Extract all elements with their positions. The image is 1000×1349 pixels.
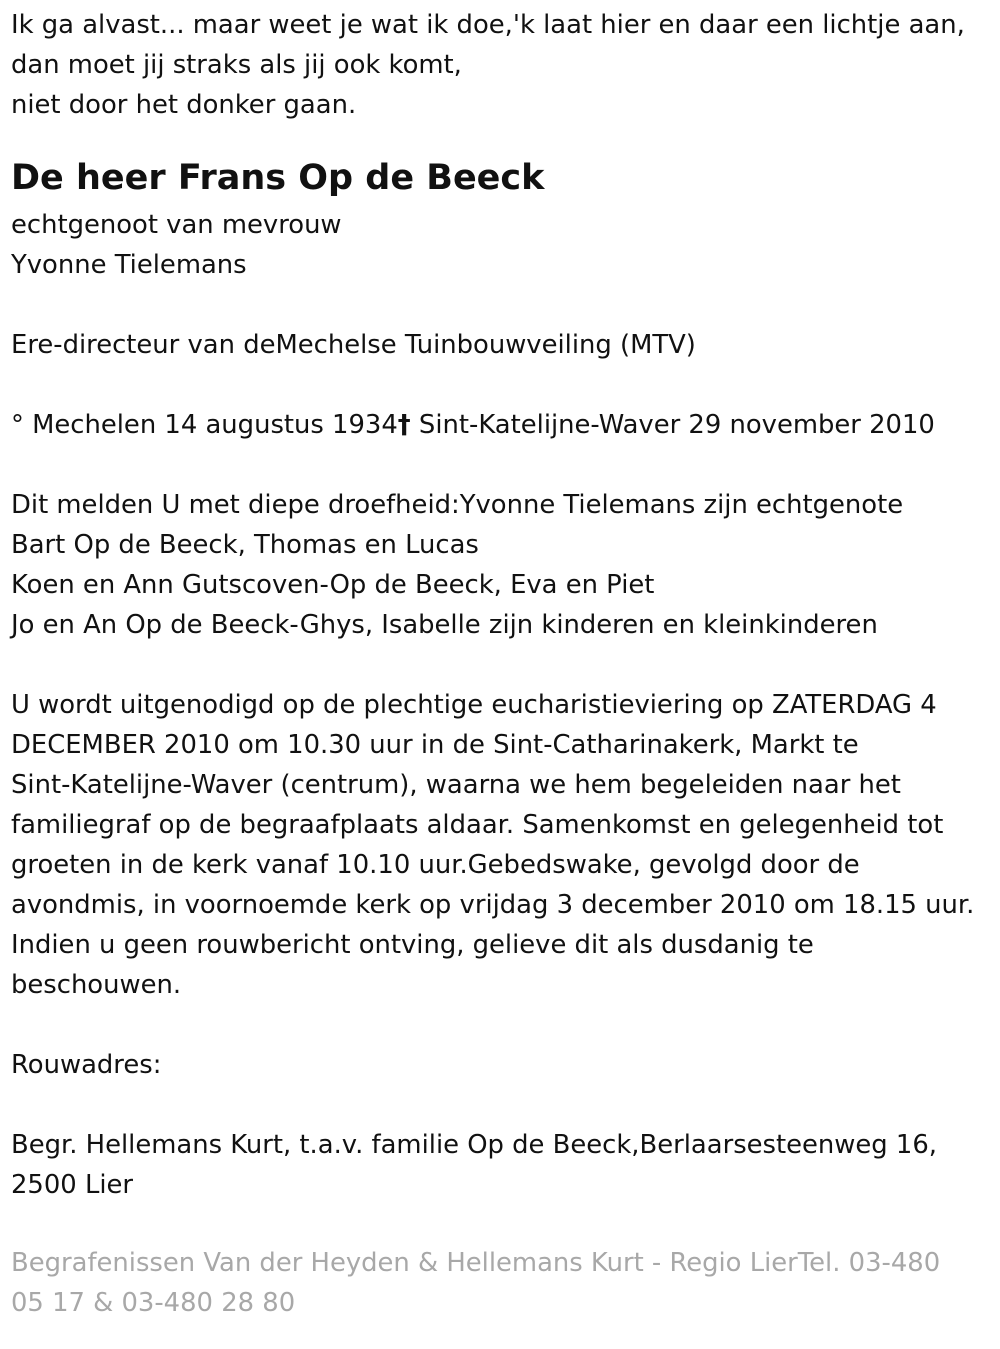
invitation-line: Sint-Katelijne-Waver (centrum), waarna we hem begeleiden naar het: [11, 770, 901, 800]
invitation-line: DECEMBER 2010 om 10.30 uur in de Sint-Catharinakerk, Markt te: [11, 730, 859, 760]
death-text: Sint-Katelijne-Waver 29 november 2010: [410, 410, 935, 440]
address-label: Rouwadres:: [11, 1050, 162, 1080]
invitation-line: Indien u geen rouwbericht ontving, gelieve dit als dusdanig te: [11, 930, 814, 960]
invitation-line: avondmis, in voornoemde kerk op vrijdag 3 december 2010 om 18.15 uur.: [11, 890, 975, 920]
address-line: 2500 Lier: [11, 1170, 134, 1200]
poem-line: niet door het donker gaan.: [11, 90, 357, 120]
invitation: [11, 685, 1000, 1005]
invitation-line: groeten in de kerk vanaf 10.10 uur.Gebedswake, gevolgd door de: [11, 850, 860, 880]
invitation-line: U wordt uitgenodigd op de plechtige eucharistieviering op ZATERDAG 4: [11, 690, 937, 720]
funeral-home-footer: [11, 1243, 1000, 1323]
cross-icon: †: [397, 410, 411, 440]
birth-death-line: [11, 405, 1000, 445]
poem-line: dan moet jij straks als jij ook komt,: [11, 50, 462, 80]
address-line: Begr. Hellemans Kurt, t.a.v. familie Op de Beeck,Berlaarsesteenweg 16,: [11, 1130, 937, 1160]
footer-line: 05 17 & 03-480 28 80: [11, 1288, 296, 1318]
announcement-line: Koen en Ann Gutscoven-Op de Beeck, Eva en Piet: [11, 570, 655, 600]
deceased-title: Ere-directeur van deMechelse Tuinbouwveiling (MTV): [11, 330, 696, 360]
announcement-line: Dit melden U met diepe droefheid:Yvonne Tielemans zijn echtgenote: [11, 490, 904, 520]
announcement-line: Jo en An Op de Beeck-Ghys, Isabelle zijn kinderen en kleinkinderen: [11, 610, 878, 640]
invitation-line: beschouwen.: [11, 970, 182, 1000]
spouse-name: Yvonne Tielemans: [11, 250, 247, 280]
poem: [11, 5, 1000, 125]
invitation-line: familiegraf op de begraafplaats aldaar. Samenkomst en gelegenheid tot: [11, 810, 944, 840]
footer-line: Begrafenissen Van der Heyden & Hellemans Kurt - Regio LierTel. 03-480: [11, 1248, 941, 1278]
announcement-line: Bart Op de Beeck, Thomas en Lucas: [11, 530, 479, 560]
poem-line: Ik ga alvast... maar weet je wat ik doe,'k laat hier en daar een lichtje aan,: [11, 10, 965, 40]
spouse-line: echtgenoot van mevrouw: [11, 210, 342, 240]
birth-text: ° Mechelen 14 augustus 1934: [11, 410, 398, 440]
obituary-page: [0, 5, 1000, 1349]
announcement: [11, 485, 1000, 645]
deceased-name: De heer Frans Op de Beeck: [11, 158, 545, 198]
